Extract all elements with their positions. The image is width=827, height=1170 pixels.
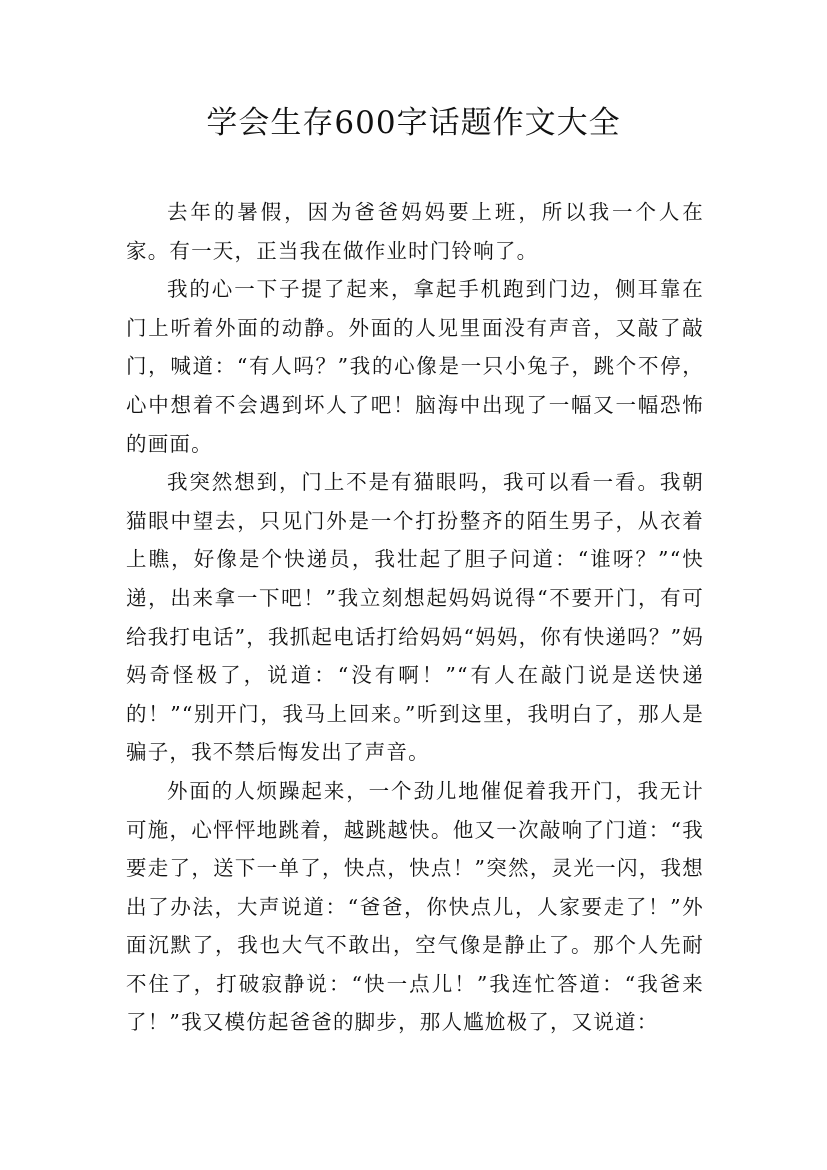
paragraph: 去年的暑假，因为爸爸妈妈要上班，所以我一个人在家。有一天，正当我在做作业时门铃响了。 <box>126 200 704 263</box>
paragraph: 我突然想到，门上不是有猫眼吗，我可以看一看。我朝猫眼中望去，只见门外是一个打扮整齐的陌生男子，从衣着上瞧，好像是个快递员，我壮起了胆子问道：“谁呀？”“快递，出来拿一下吧！”我立刻想起妈妈说得“不要开门，有可给我打电话”，我抓起电话打给妈妈“妈妈，你有快递吗？”妈妈奇怪极了，说道：“没有啊！”“有人在敲门说是送快递的！”“别开门，我马上回来。”听到这里，我明白了，那人是骗子，我不禁后悔发出了声音。 <box>126 470 704 765</box>
document-body <box>126 193 704 1042</box>
paragraph: 外面的人烦躁起来，一个劲儿地催促着我开门，我无计可施，心怦怦地跳着，越跳越快。他又一次敲响了门道：“我要走了，送下一单了，快点，快点！”突然，灵光一闪，我想出了办法，大声说道：“爸爸，你快点儿，人家要走了！”外面沉默了，我也大气不敢出，空气像是静止了。那个人先耐不住了，打破寂静说：“快一点儿！”我连忙答道：“我爸来了！”我又模仿起爸爸的脚步，那人尴尬极了，又说道： <box>126 778 704 1035</box>
paragraph: 我的心一下子提了起来，拿起手机跑到门边，侧耳靠在门上听着外面的动静。外面的人见里面没有声音，又敲了敲门，喊道：“有人吗？”我的心像是一只小兔子，跳个不停，心中想着不会遇到坏人了吧！脑海中出现了一幅又一幅恐怖的画面。 <box>126 277 704 456</box>
document-title: 学会生存600字话题作文大全 <box>206 105 621 141</box>
